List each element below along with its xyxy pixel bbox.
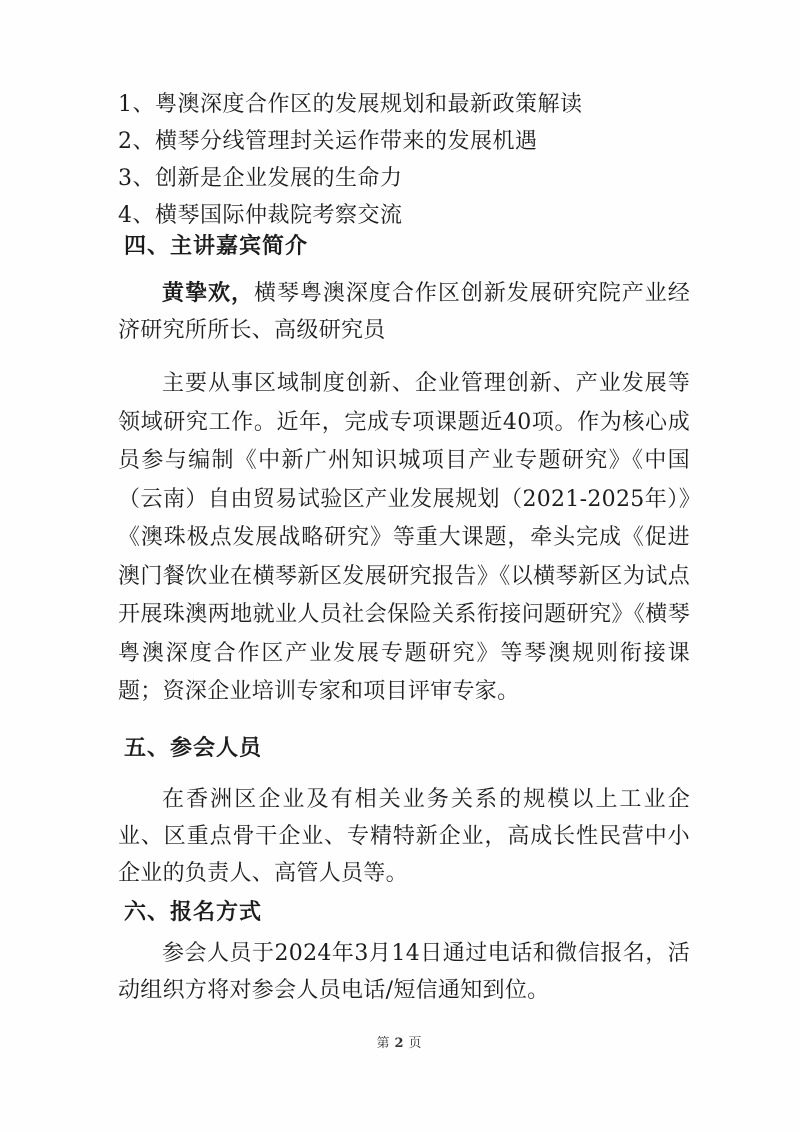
registration-text: 参会人员于2024年3月14日通过电话和微信报名，活动组织方将对参会人员电话/短信通知到位。 (118, 941, 690, 1003)
section-heading-attendees: 五、参会人员 (124, 736, 263, 761)
section-heading-speaker: 四、主讲嘉宾简介 (124, 234, 309, 259)
list-item: 3、创新是企业发展的生命力 (118, 166, 403, 191)
speaker-title: 横琴粤澳深度合作区创新发展研究院产业经济研究所所长、高级研究员 (118, 281, 691, 343)
list-item: 1、粤澳深度合作区的发展规划和最新政策解读 (118, 92, 583, 117)
list-item: 2、横琴分线管理封关运作带来的发展机遇 (118, 129, 538, 154)
list-item: 4、横琴国际仲裁院考察交流 (118, 203, 403, 228)
page-number (0, 1032, 800, 1051)
page-number-value: 2 (394, 1036, 406, 1051)
speaker-intro (118, 275, 690, 349)
speaker-bio: 主要从事区域制度创新、企业管理创新、产业发展等领域研究工作。近年，完成专项课题近40项。作为核心成员参与编制《中新广州知识城项目产业专题研究》《中国（云南）自由贸易试验区产业发展规划（2021-2025年）》《澳珠极点发展战略研究》等重大课题，牵头完成《促进澳门餐饮业在横琴新区发展研究报告》《以横琴新区为试点开展珠澳两地就业人员社会保险关系衔接问题研究》《横琴粤澳深度合作区产业发展专题研究》等琴澳规则衔接课题；资深企业培训专家和项目评审专家。 (118, 371, 690, 704)
speaker-name: 黄挚欢， (162, 281, 254, 306)
page-number-prefix: 第 (376, 1036, 392, 1051)
attendees-text: 在香洲区企业及有相关业务关系的规模以上工业企业、区重点骨干企业、专精特新企业，高成长性民营中小企业的负责人、高管人员等。 (118, 787, 690, 886)
section-heading-registration: 六、报名方式 (124, 900, 263, 925)
page-number-suffix: 页 (408, 1036, 424, 1051)
